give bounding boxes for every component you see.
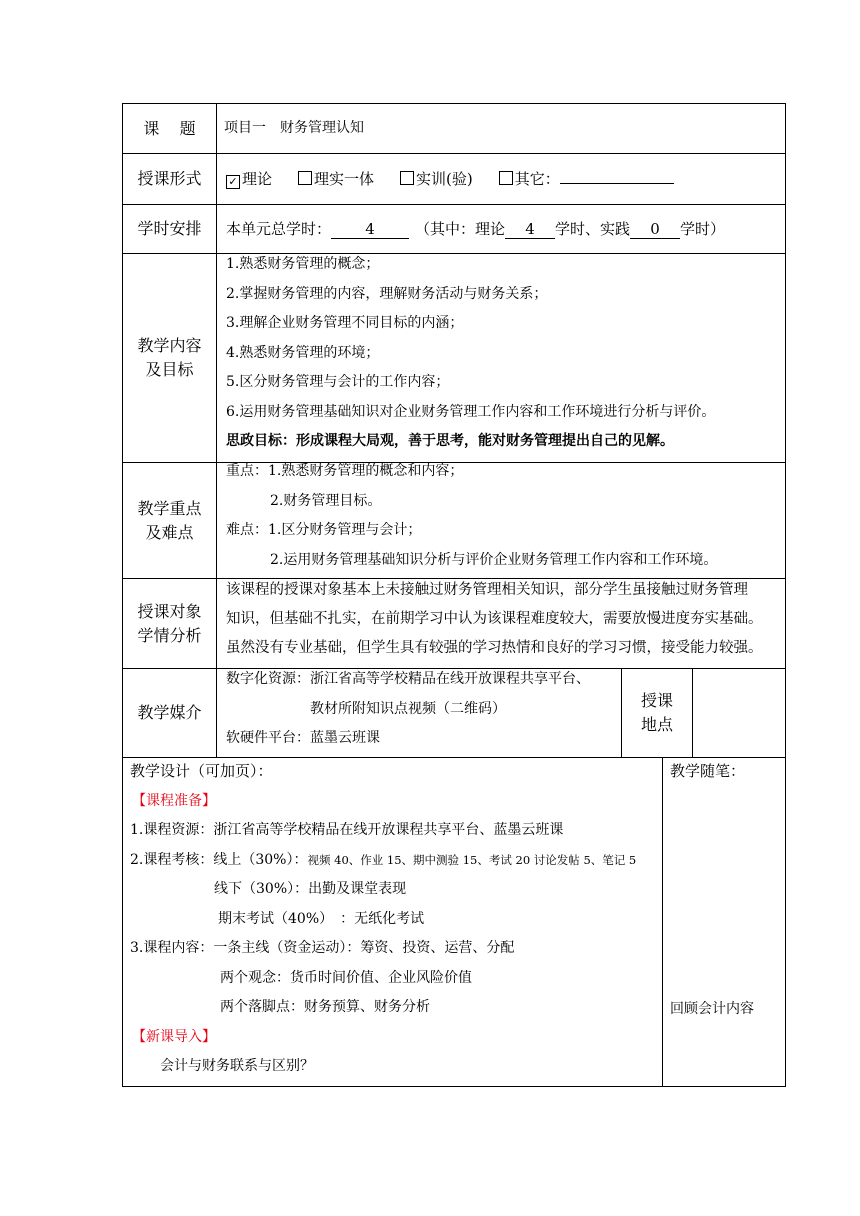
option-integrated[interactable]: 理实一体 [298, 170, 374, 188]
key-label: 教学重点 及难点 [137, 498, 202, 542]
option-practical[interactable]: 实训(验) [400, 170, 473, 188]
lead-in-question: 会计与财务联系与区别？ [160, 1058, 314, 1074]
list-item: 6.运用财务管理基础知识对企业财务管理工作内容和工作环境进行分析与评价。 [226, 403, 716, 420]
notes-column-divider [662, 757, 663, 1087]
section-heading: 【课程准备】 [132, 792, 216, 809]
list-item: 4.熟悉财务管理的环境； [226, 344, 380, 361]
checkbox-icon[interactable] [298, 171, 312, 185]
topic-label [123, 104, 216, 153]
topic-value-text: 项目一 财务管理认知 [224, 120, 364, 136]
media-line: 教材所附知识点视频（二维码） [310, 700, 506, 717]
key-point-line: 重点：1.熟悉财务管理的概念和内容； [226, 463, 464, 479]
media-line: 软硬件平台：蓝墨云班课 [226, 730, 380, 746]
table-border-right [785, 103, 786, 1087]
audience-label: 授课对象 学情分析 [137, 601, 202, 645]
key-point-line: 2.财务管理目标。 [270, 492, 382, 509]
design-line: 两个观念：货币时间价值、企业风险价值 [220, 969, 472, 986]
notes-item: 回顾会计内容 [670, 1000, 754, 1017]
media-line: 数字化资源：浙江省高等学校精品在线开放课程共享平台、 [226, 671, 590, 687]
checkbox-checked-icon[interactable]: ✓ [226, 175, 240, 189]
list-item: 2.掌握财务管理的内容，理解财务活动与财务关系； [226, 285, 548, 302]
label-column-divider [216, 103, 217, 758]
analysis-line: 知识，但基础不扎实，在前期学习中认为该课程难度较大，需要放慢进度夯实基础。 [226, 611, 763, 627]
hours-theory[interactable]: 4 [505, 220, 555, 239]
list-item: 5.区分财务管理与会计的工作内容； [226, 374, 450, 390]
hours-label [123, 205, 216, 253]
other-blank[interactable] [560, 183, 674, 184]
key-points [226, 457, 717, 575]
ideology-goal: 思政目标：形成课程大局观，善于思考，能对财务管理提出自己的见解。 [226, 433, 674, 449]
notes-title: 教学随笔： [670, 762, 746, 780]
media-label: 教学媒介 [137, 703, 202, 722]
difficulty-line: 2.运用财务管理基础知识分析与评价企业财务管理工作内容和工作环境。 [270, 551, 718, 568]
list-item: 3.理解企业财务管理不同目标的内涵； [226, 315, 464, 331]
row-divider [122, 204, 786, 205]
audience-analysis [226, 576, 763, 663]
format-label-text: 授课形式 [137, 169, 202, 188]
analysis-line: 虽然没有专业基础，但学生具有较强的学习热情和良好的学习习惯，接受能力较强。 [226, 640, 763, 656]
design-line: 3.课程内容：一条主线（资金运动）：筹资、投资、运营、分配 [130, 940, 515, 956]
option-other[interactable]: 其它： [499, 170, 674, 188]
list-item: 1.熟悉财务管理的概念； [226, 256, 380, 272]
checkbox-icon[interactable] [499, 171, 513, 185]
place-label: 授课 地点 [640, 691, 673, 734]
design-section [130, 757, 636, 1082]
section-heading: 【新课导入】 [132, 1028, 216, 1045]
hours-label-text: 学时安排 [137, 219, 202, 238]
place-value[interactable] [693, 669, 785, 757]
format-label [123, 154, 216, 204]
table-border-top [122, 103, 786, 104]
design-line: 2.课程考核：线上（30%）：视频 40、作业 15、期中测验 15、考试 20 讨论发帖 5、笔记 5 [130, 851, 637, 868]
row-divider [122, 153, 786, 154]
hours-total[interactable]: 4 [331, 220, 409, 239]
format-options [226, 164, 674, 194]
table-border-bottom [122, 1086, 786, 1087]
hours-practice[interactable]: 0 [630, 220, 680, 239]
topic-value [224, 112, 364, 144]
content-items [226, 250, 715, 457]
design-line: 两个落脚点：财务预算、财务分析 [220, 999, 430, 1015]
design-line: 线下（30%）：出勤及课堂表现 [214, 881, 407, 897]
content-label: 教学内容 及目标 [137, 336, 202, 379]
design-title: 教学设计（可加页）： [130, 762, 273, 780]
analysis-line: 该课程的授课对象基本上未接触过财务管理相关知识，部分学生虽接触过财务管理 [226, 582, 748, 598]
option-theory[interactable]: ✓ 理论 [226, 170, 272, 188]
checkbox-icon[interactable] [400, 171, 414, 185]
media-resources [226, 665, 590, 754]
design-line: 1.课程资源：浙江省高等学校精品在线开放课程共享平台、蓝墨云班课 [130, 822, 564, 838]
notes-column [670, 757, 754, 1023]
difficulty-line: 难点：1.区分财务管理与会计； [226, 522, 422, 538]
hours-value: 本单元总学时： 4 （其中：理论 4 学时、实践 0 学时） [226, 220, 726, 238]
topic-label-text: 课 题 [143, 118, 196, 138]
design-line: 期末考试（40%） ：无纸化考试 [218, 910, 425, 927]
